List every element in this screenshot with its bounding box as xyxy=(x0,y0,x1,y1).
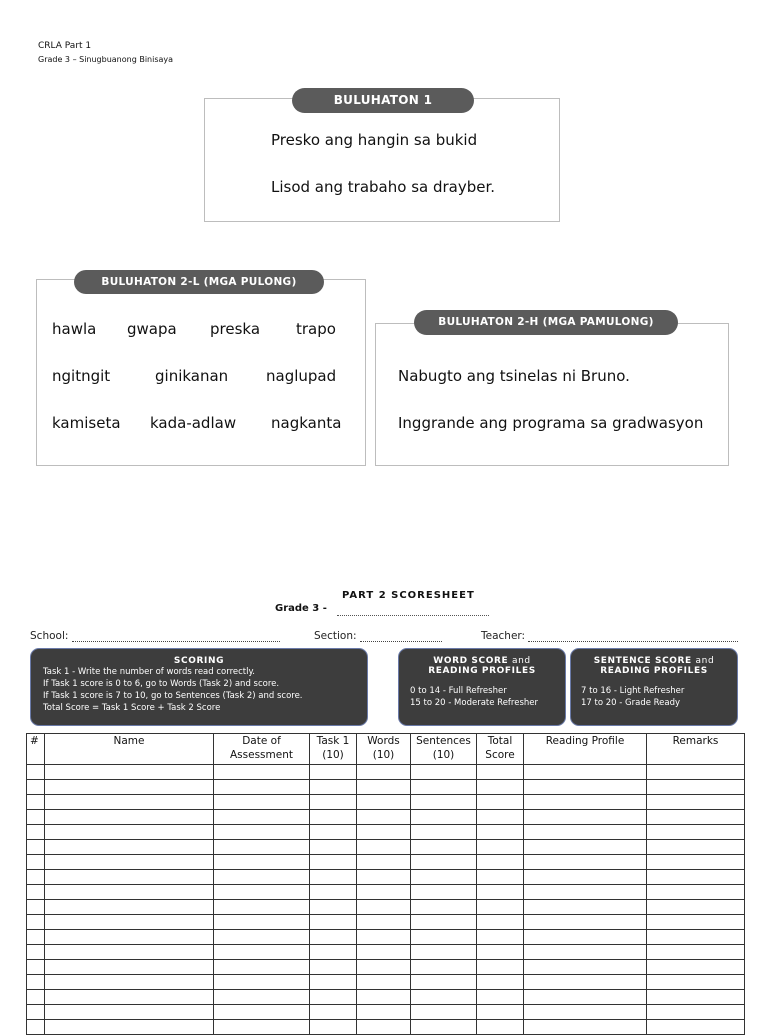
word-score-title xyxy=(410,656,554,666)
word-hawla: hawla xyxy=(52,320,97,338)
table-cell[interactable] xyxy=(411,960,477,975)
col-total-header: Total Score xyxy=(477,734,524,765)
table-cell[interactable] xyxy=(214,795,310,810)
table-cell[interactable] xyxy=(477,810,524,825)
col-remarks-header: Remarks xyxy=(647,734,745,765)
task2h-sentence-2: Inggrande ang programa sa gradwasyon xyxy=(398,414,704,432)
task1-box xyxy=(204,98,560,222)
table-cell[interactable] xyxy=(524,885,647,900)
word-score-panel xyxy=(398,648,566,726)
table-cell[interactable] xyxy=(477,975,524,990)
table-cell[interactable] xyxy=(45,990,214,1005)
table-cell[interactable] xyxy=(27,885,45,900)
table-cell[interactable] xyxy=(214,870,310,885)
table-cell[interactable] xyxy=(647,1020,745,1035)
table-cell[interactable] xyxy=(310,765,357,780)
table-cell[interactable] xyxy=(310,1005,357,1020)
word-naglupad: naglupad xyxy=(266,367,337,385)
table-cell[interactable] xyxy=(477,915,524,930)
table-cell[interactable] xyxy=(477,825,524,840)
table-cell[interactable] xyxy=(214,885,310,900)
table-cell[interactable] xyxy=(27,1005,45,1020)
table-cell[interactable] xyxy=(27,795,45,810)
school-label: School: xyxy=(30,630,69,642)
scoresheet-title: PART 2 SCORESHEET xyxy=(342,590,475,601)
section-label: Section: xyxy=(314,630,357,642)
score-table-body xyxy=(27,765,745,1035)
table-cell[interactable] xyxy=(524,825,647,840)
table-cell[interactable] xyxy=(45,840,214,855)
table-row xyxy=(27,885,745,900)
table-cell[interactable] xyxy=(45,960,214,975)
table-cell[interactable] xyxy=(27,900,45,915)
table-cell[interactable] xyxy=(45,945,214,960)
table-cell[interactable] xyxy=(411,900,477,915)
table-cell[interactable] xyxy=(357,810,411,825)
table-cell[interactable] xyxy=(310,870,357,885)
table-cell[interactable] xyxy=(477,900,524,915)
table-cell[interactable] xyxy=(310,930,357,945)
table-cell[interactable] xyxy=(477,855,524,870)
sentence-score-title xyxy=(581,656,727,666)
word-ngitngit: ngitngit xyxy=(52,367,111,385)
table-row xyxy=(27,1020,745,1035)
table-row xyxy=(27,870,745,885)
table-cell[interactable] xyxy=(357,825,411,840)
table-cell[interactable] xyxy=(524,780,647,795)
score-table xyxy=(26,733,745,1035)
table-cell[interactable] xyxy=(214,975,310,990)
table-cell[interactable] xyxy=(310,810,357,825)
table-cell[interactable] xyxy=(214,825,310,840)
table-cell[interactable] xyxy=(310,1020,357,1035)
table-cell[interactable] xyxy=(310,990,357,1005)
table-cell[interactable] xyxy=(411,810,477,825)
scoring-line-1: Task 1 - Write the number of words read correctly. xyxy=(43,667,256,677)
word-kamiseta: kamiseta xyxy=(52,414,121,432)
table-row xyxy=(27,900,745,915)
col-sentences-header: Sentences (10) xyxy=(411,734,477,765)
table-cell[interactable] xyxy=(27,855,45,870)
table-cell[interactable] xyxy=(647,915,745,930)
table-cell[interactable] xyxy=(411,795,477,810)
table-cell[interactable] xyxy=(411,765,477,780)
table-cell[interactable] xyxy=(357,930,411,945)
grade-label: Grade 3 - xyxy=(275,603,327,614)
col-number-header: # xyxy=(27,734,45,765)
task2l-box xyxy=(36,279,366,466)
table-cell[interactable] xyxy=(214,990,310,1005)
table-cell[interactable] xyxy=(357,1020,411,1035)
table-cell[interactable] xyxy=(310,855,357,870)
table-cell[interactable] xyxy=(214,855,310,870)
table-cell[interactable] xyxy=(310,825,357,840)
table-cell[interactable] xyxy=(310,945,357,960)
table-cell[interactable] xyxy=(45,975,214,990)
word-gwapa: gwapa xyxy=(127,320,177,338)
scoring-title: SCORING xyxy=(173,656,225,666)
table-row xyxy=(27,990,745,1005)
sentence-score-line-1: 7 to 16 - Light Refresher xyxy=(581,686,685,696)
sentence-score-subtitle: READING PROFILES xyxy=(600,666,708,676)
table-cell[interactable] xyxy=(411,855,477,870)
task2l-title: BULUHATON 2-L (MGA PULONG) xyxy=(74,270,324,294)
table-cell[interactable] xyxy=(310,840,357,855)
table-cell[interactable] xyxy=(647,1005,745,1020)
task2h-sentence-1: Nabugto ang tsinelas ni Bruno. xyxy=(398,367,630,385)
table-cell[interactable] xyxy=(647,780,745,795)
word-score-title-a: WORD SCORE xyxy=(433,656,509,666)
table-cell[interactable] xyxy=(647,885,745,900)
doc-header-subtitle: Grade 3 – Sinugbuanong Binisaya xyxy=(38,55,174,64)
table-cell[interactable] xyxy=(411,915,477,930)
table-row xyxy=(27,915,745,930)
teacher-blank[interactable] xyxy=(528,631,738,642)
table-row xyxy=(27,825,745,840)
table-cell[interactable] xyxy=(45,795,214,810)
scoring-line-3: If Task 1 score is 7 to 10, go to Sentences (Task 2) and score. xyxy=(43,691,303,701)
table-row xyxy=(27,810,745,825)
table-cell[interactable] xyxy=(27,840,45,855)
table-cell[interactable] xyxy=(214,1005,310,1020)
sentence-score-title-and: and xyxy=(695,656,715,666)
table-cell[interactable] xyxy=(477,885,524,900)
table-cell[interactable] xyxy=(357,945,411,960)
table-cell[interactable] xyxy=(45,885,214,900)
table-cell[interactable] xyxy=(524,990,647,1005)
table-cell[interactable] xyxy=(310,975,357,990)
sentence-score-title-a: SENTENCE SCORE xyxy=(593,656,692,666)
table-cell[interactable] xyxy=(27,945,45,960)
table-cell[interactable] xyxy=(477,765,524,780)
table-cell[interactable] xyxy=(357,915,411,930)
table-cell[interactable] xyxy=(524,795,647,810)
section-field xyxy=(314,630,442,642)
table-cell[interactable] xyxy=(477,945,524,960)
table-cell[interactable] xyxy=(524,930,647,945)
table-cell[interactable] xyxy=(357,765,411,780)
table-cell[interactable] xyxy=(27,765,45,780)
table-cell[interactable] xyxy=(411,825,477,840)
col-words-header: Words (10) xyxy=(357,734,411,765)
sentence-score-line-2: 17 to 20 - Grade Ready xyxy=(581,698,681,708)
table-cell[interactable] xyxy=(411,840,477,855)
table-header-row xyxy=(27,734,745,765)
word-ginikanan: ginikanan xyxy=(155,367,229,385)
table-cell[interactable] xyxy=(647,900,745,915)
scoring-line-4: Total Score = Task 1 Score + Task 2 Score xyxy=(43,703,221,713)
table-cell[interactable] xyxy=(411,945,477,960)
table-cell[interactable] xyxy=(647,990,745,1005)
table-cell[interactable] xyxy=(647,825,745,840)
table-cell[interactable] xyxy=(357,780,411,795)
table-cell[interactable] xyxy=(524,855,647,870)
table-cell[interactable] xyxy=(524,960,647,975)
table-cell[interactable] xyxy=(310,780,357,795)
table-cell[interactable] xyxy=(477,870,524,885)
table-cell[interactable] xyxy=(357,855,411,870)
table-cell[interactable] xyxy=(27,990,45,1005)
table-cell[interactable] xyxy=(45,765,214,780)
table-cell[interactable] xyxy=(477,795,524,810)
table-row xyxy=(27,975,745,990)
col-date-header: Date of Assessment xyxy=(214,734,310,765)
scoring-line-2: If Task 1 score is 0 to 6, go to Words (Task 2) and score. xyxy=(43,679,280,689)
table-cell[interactable] xyxy=(357,990,411,1005)
word-preska: preska xyxy=(210,320,261,338)
table-row xyxy=(27,840,745,855)
table-cell[interactable] xyxy=(45,930,214,945)
table-cell[interactable] xyxy=(214,930,310,945)
table-cell[interactable] xyxy=(647,945,745,960)
table-cell[interactable] xyxy=(647,765,745,780)
table-cell[interactable] xyxy=(357,840,411,855)
teacher-field xyxy=(481,630,738,642)
table-cell[interactable] xyxy=(411,885,477,900)
table-row xyxy=(27,855,745,870)
table-cell[interactable] xyxy=(524,900,647,915)
table-cell[interactable] xyxy=(411,870,477,885)
table-cell[interactable] xyxy=(647,960,745,975)
table-cell[interactable] xyxy=(27,810,45,825)
word-score-line-2: 15 to 20 - Moderate Refresher xyxy=(410,698,538,708)
col-name-header: Name xyxy=(45,734,214,765)
table-cell[interactable] xyxy=(357,1005,411,1020)
school-blank[interactable] xyxy=(72,631,280,642)
table-cell[interactable] xyxy=(310,795,357,810)
grade-blank[interactable] xyxy=(337,615,489,616)
table-row xyxy=(27,795,745,810)
task2h-box xyxy=(375,323,729,466)
word-trapo: trapo xyxy=(296,320,336,338)
table-cell[interactable] xyxy=(411,930,477,945)
table-cell[interactable] xyxy=(45,780,214,795)
table-cell[interactable] xyxy=(27,1020,45,1035)
table-cell[interactable] xyxy=(45,870,214,885)
word-score-title-and: and xyxy=(511,656,531,666)
table-cell[interactable] xyxy=(214,900,310,915)
table-cell[interactable] xyxy=(411,780,477,795)
table-cell[interactable] xyxy=(310,960,357,975)
table-row xyxy=(27,960,745,975)
table-cell[interactable] xyxy=(647,855,745,870)
table-cell[interactable] xyxy=(310,900,357,915)
table-cell[interactable] xyxy=(310,915,357,930)
table-cell[interactable] xyxy=(27,960,45,975)
table-cell[interactable] xyxy=(524,870,647,885)
table-cell[interactable] xyxy=(357,960,411,975)
word-score-subtitle: READING PROFILES xyxy=(428,666,536,676)
word-kada-adlaw: kada-adlaw xyxy=(150,414,237,432)
col-profile-header: Reading Profile xyxy=(524,734,647,765)
table-cell[interactable] xyxy=(524,1020,647,1035)
table-cell[interactable] xyxy=(214,765,310,780)
task2h-title: BULUHATON 2-H (MGA PAMULONG) xyxy=(414,310,678,335)
table-row xyxy=(27,1005,745,1020)
table-cell[interactable] xyxy=(524,945,647,960)
school-field xyxy=(30,630,280,642)
table-cell[interactable] xyxy=(477,1020,524,1035)
table-cell[interactable] xyxy=(45,1020,214,1035)
table-cell[interactable] xyxy=(357,900,411,915)
table-cell[interactable] xyxy=(27,915,45,930)
table-cell[interactable] xyxy=(524,975,647,990)
table-cell[interactable] xyxy=(411,990,477,1005)
table-cell[interactable] xyxy=(524,915,647,930)
task1-sentence-1: Presko ang hangin sa bukid xyxy=(271,131,478,149)
table-cell[interactable] xyxy=(214,915,310,930)
teacher-label: Teacher: xyxy=(481,630,526,642)
task1-sentence-2: Lisod ang trabaho sa drayber. xyxy=(271,178,496,196)
table-cell[interactable] xyxy=(214,810,310,825)
table-cell[interactable] xyxy=(45,900,214,915)
table-cell[interactable] xyxy=(214,780,310,795)
table-cell[interactable] xyxy=(524,840,647,855)
table-cell[interactable] xyxy=(477,780,524,795)
table-cell[interactable] xyxy=(411,1005,477,1020)
table-cell[interactable] xyxy=(411,1020,477,1035)
table-cell[interactable] xyxy=(45,810,214,825)
sentence-score-panel xyxy=(570,648,738,726)
word-nagkanta: nagkanta xyxy=(271,414,342,432)
table-cell[interactable] xyxy=(524,765,647,780)
table-row xyxy=(27,765,745,780)
table-cell[interactable] xyxy=(411,975,477,990)
table-cell[interactable] xyxy=(45,1005,214,1020)
table-row xyxy=(27,780,745,795)
table-cell[interactable] xyxy=(357,795,411,810)
table-cell[interactable] xyxy=(214,840,310,855)
table-cell[interactable] xyxy=(477,1005,524,1020)
table-cell[interactable] xyxy=(27,870,45,885)
table-row xyxy=(27,930,745,945)
table-cell[interactable] xyxy=(524,810,647,825)
section-blank[interactable] xyxy=(360,631,442,642)
table-cell[interactable] xyxy=(27,780,45,795)
table-cell[interactable] xyxy=(477,930,524,945)
scoring-panel xyxy=(30,648,368,726)
table-cell[interactable] xyxy=(45,915,214,930)
doc-header-title: CRLA Part 1 xyxy=(38,41,92,51)
table-cell[interactable] xyxy=(45,825,214,840)
table-cell[interactable] xyxy=(357,975,411,990)
table-cell[interactable] xyxy=(524,1005,647,1020)
table-cell[interactable] xyxy=(357,870,411,885)
table-cell[interactable] xyxy=(214,945,310,960)
table-cell[interactable] xyxy=(45,855,214,870)
table-cell[interactable] xyxy=(357,885,411,900)
table-cell[interactable] xyxy=(647,795,745,810)
table-cell[interactable] xyxy=(477,990,524,1005)
table-cell[interactable] xyxy=(27,975,45,990)
table-cell[interactable] xyxy=(27,930,45,945)
table-cell[interactable] xyxy=(477,960,524,975)
table-cell[interactable] xyxy=(647,810,745,825)
word-score-line-1: 0 to 14 - Full Refresher xyxy=(410,686,507,696)
table-cell[interactable] xyxy=(27,825,45,840)
table-cell[interactable] xyxy=(214,1020,310,1035)
task1-title: BULUHATON 1 xyxy=(292,88,474,113)
table-cell[interactable] xyxy=(647,930,745,945)
table-row xyxy=(27,945,745,960)
table-cell[interactable] xyxy=(647,840,745,855)
table-cell[interactable] xyxy=(214,960,310,975)
table-cell[interactable] xyxy=(477,840,524,855)
table-cell[interactable] xyxy=(310,885,357,900)
table-cell[interactable] xyxy=(647,870,745,885)
col-task1-header: Task 1 (10) xyxy=(310,734,357,765)
table-cell[interactable] xyxy=(647,975,745,990)
